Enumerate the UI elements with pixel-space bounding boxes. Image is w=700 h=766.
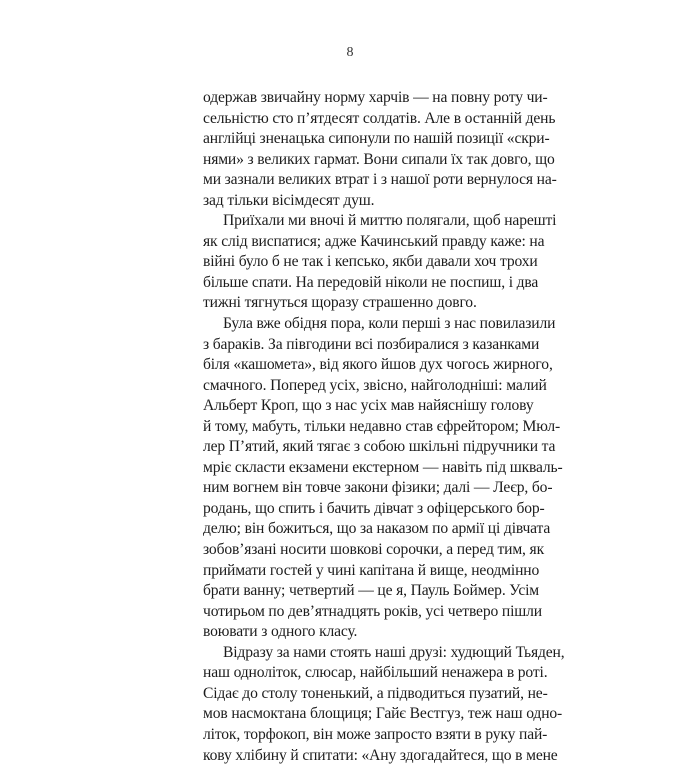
text-line: й тому, мабуть, тільки недавно став єфрейтором; Мюл- — [203, 417, 520, 438]
paragraph-first-line: Була вже обідня пора, коли перші з нас повилазили — [203, 314, 520, 335]
text-line: приймати гостей у чині капітана й вище, неодмінно — [203, 561, 520, 582]
text-line: ми зазнали великих втрат і з нашої роти вернулося на- — [203, 170, 520, 191]
text-line: кову хлібину й спитати: «Ану здогадайтеся, що в мене — [203, 746, 520, 766]
text-line: англійці зненацька сипонули по нашій позиції «скри- — [203, 129, 520, 150]
text-line: одержав звичайну норму харчів — на повну роту чи- — [203, 88, 520, 109]
page-number: 8 — [0, 45, 700, 61]
text-line: воювати з одного класу. — [203, 622, 520, 643]
text-line: брати ванну; четвертий — це я, Пауль Боймер. Усім — [203, 581, 520, 602]
text-line: біля «кашомета», від якого йшов дух чогось жирного, — [203, 355, 520, 376]
body-text — [203, 88, 520, 766]
text-line: літок, торфокоп, він може запросто взяти в руку пай- — [203, 725, 520, 746]
text-line: чотирьом по дев’ятнадцять років, усі четверо пішли — [203, 602, 520, 623]
text-line: війні було б не так і кепсько, якби давали хоч трохи — [203, 252, 520, 273]
text-line: як слід виспатися; адже Качинський правду каже: на — [203, 232, 520, 253]
text-line: делю; він божиться, що за наказом по армії ці дівчата — [203, 519, 520, 540]
text-line: мов насмоктана блощиця; Гайє Вестгуз, теж наш одно- — [203, 704, 520, 725]
text-line: Альберт Кроп, що з нас усіх мав найяснішу голову — [203, 396, 520, 417]
text-line: тижні тягнуться щоразу страшенно довго. — [203, 293, 520, 314]
text-line: більше спати. На передовій ніколи не поспиш, і два — [203, 273, 520, 294]
text-line: нями» з великих гармат. Вони сипали їх так довго, що — [203, 150, 520, 171]
text-line: зобов’язані носити шовкові сорочки, а перед тим, як — [203, 540, 520, 561]
text-line: смачного. Поперед усіх, звісно, найголодніші: малий — [203, 376, 520, 397]
text-line: Сідає до столу тоненький, а підводиться пузатий, не- — [203, 684, 520, 705]
text-line: з бараків. За півгодини всі позбиралися з казанками — [203, 335, 520, 356]
text-line: ним вогнем він товче закони фізики; далі — Леєр, бо- — [203, 478, 520, 499]
text-line: мріє скласти екзамени екстерном — навіть під шкваль- — [203, 458, 520, 479]
paragraph-first-line: Приїхали ми вночі й миттю полягали, щоб нарешті — [203, 211, 520, 232]
text-line: сельністю сто п’ятдесят солдатів. Але в останній день — [203, 109, 520, 130]
text-line: зад тільки вісімдесят душ. — [203, 191, 520, 212]
text-line: родань, що спить і бачить дівчат з офіцерського бор- — [203, 499, 520, 520]
text-line: наш одноліток, слюсар, найбільший ненажера в роті. — [203, 663, 520, 684]
paragraph-first-line: Відразу за нами стоять наші друзі: худющий Тьяден, — [203, 643, 520, 664]
text-line: лер П’ятий, який тягає з собою шкільні підручники та — [203, 437, 520, 458]
